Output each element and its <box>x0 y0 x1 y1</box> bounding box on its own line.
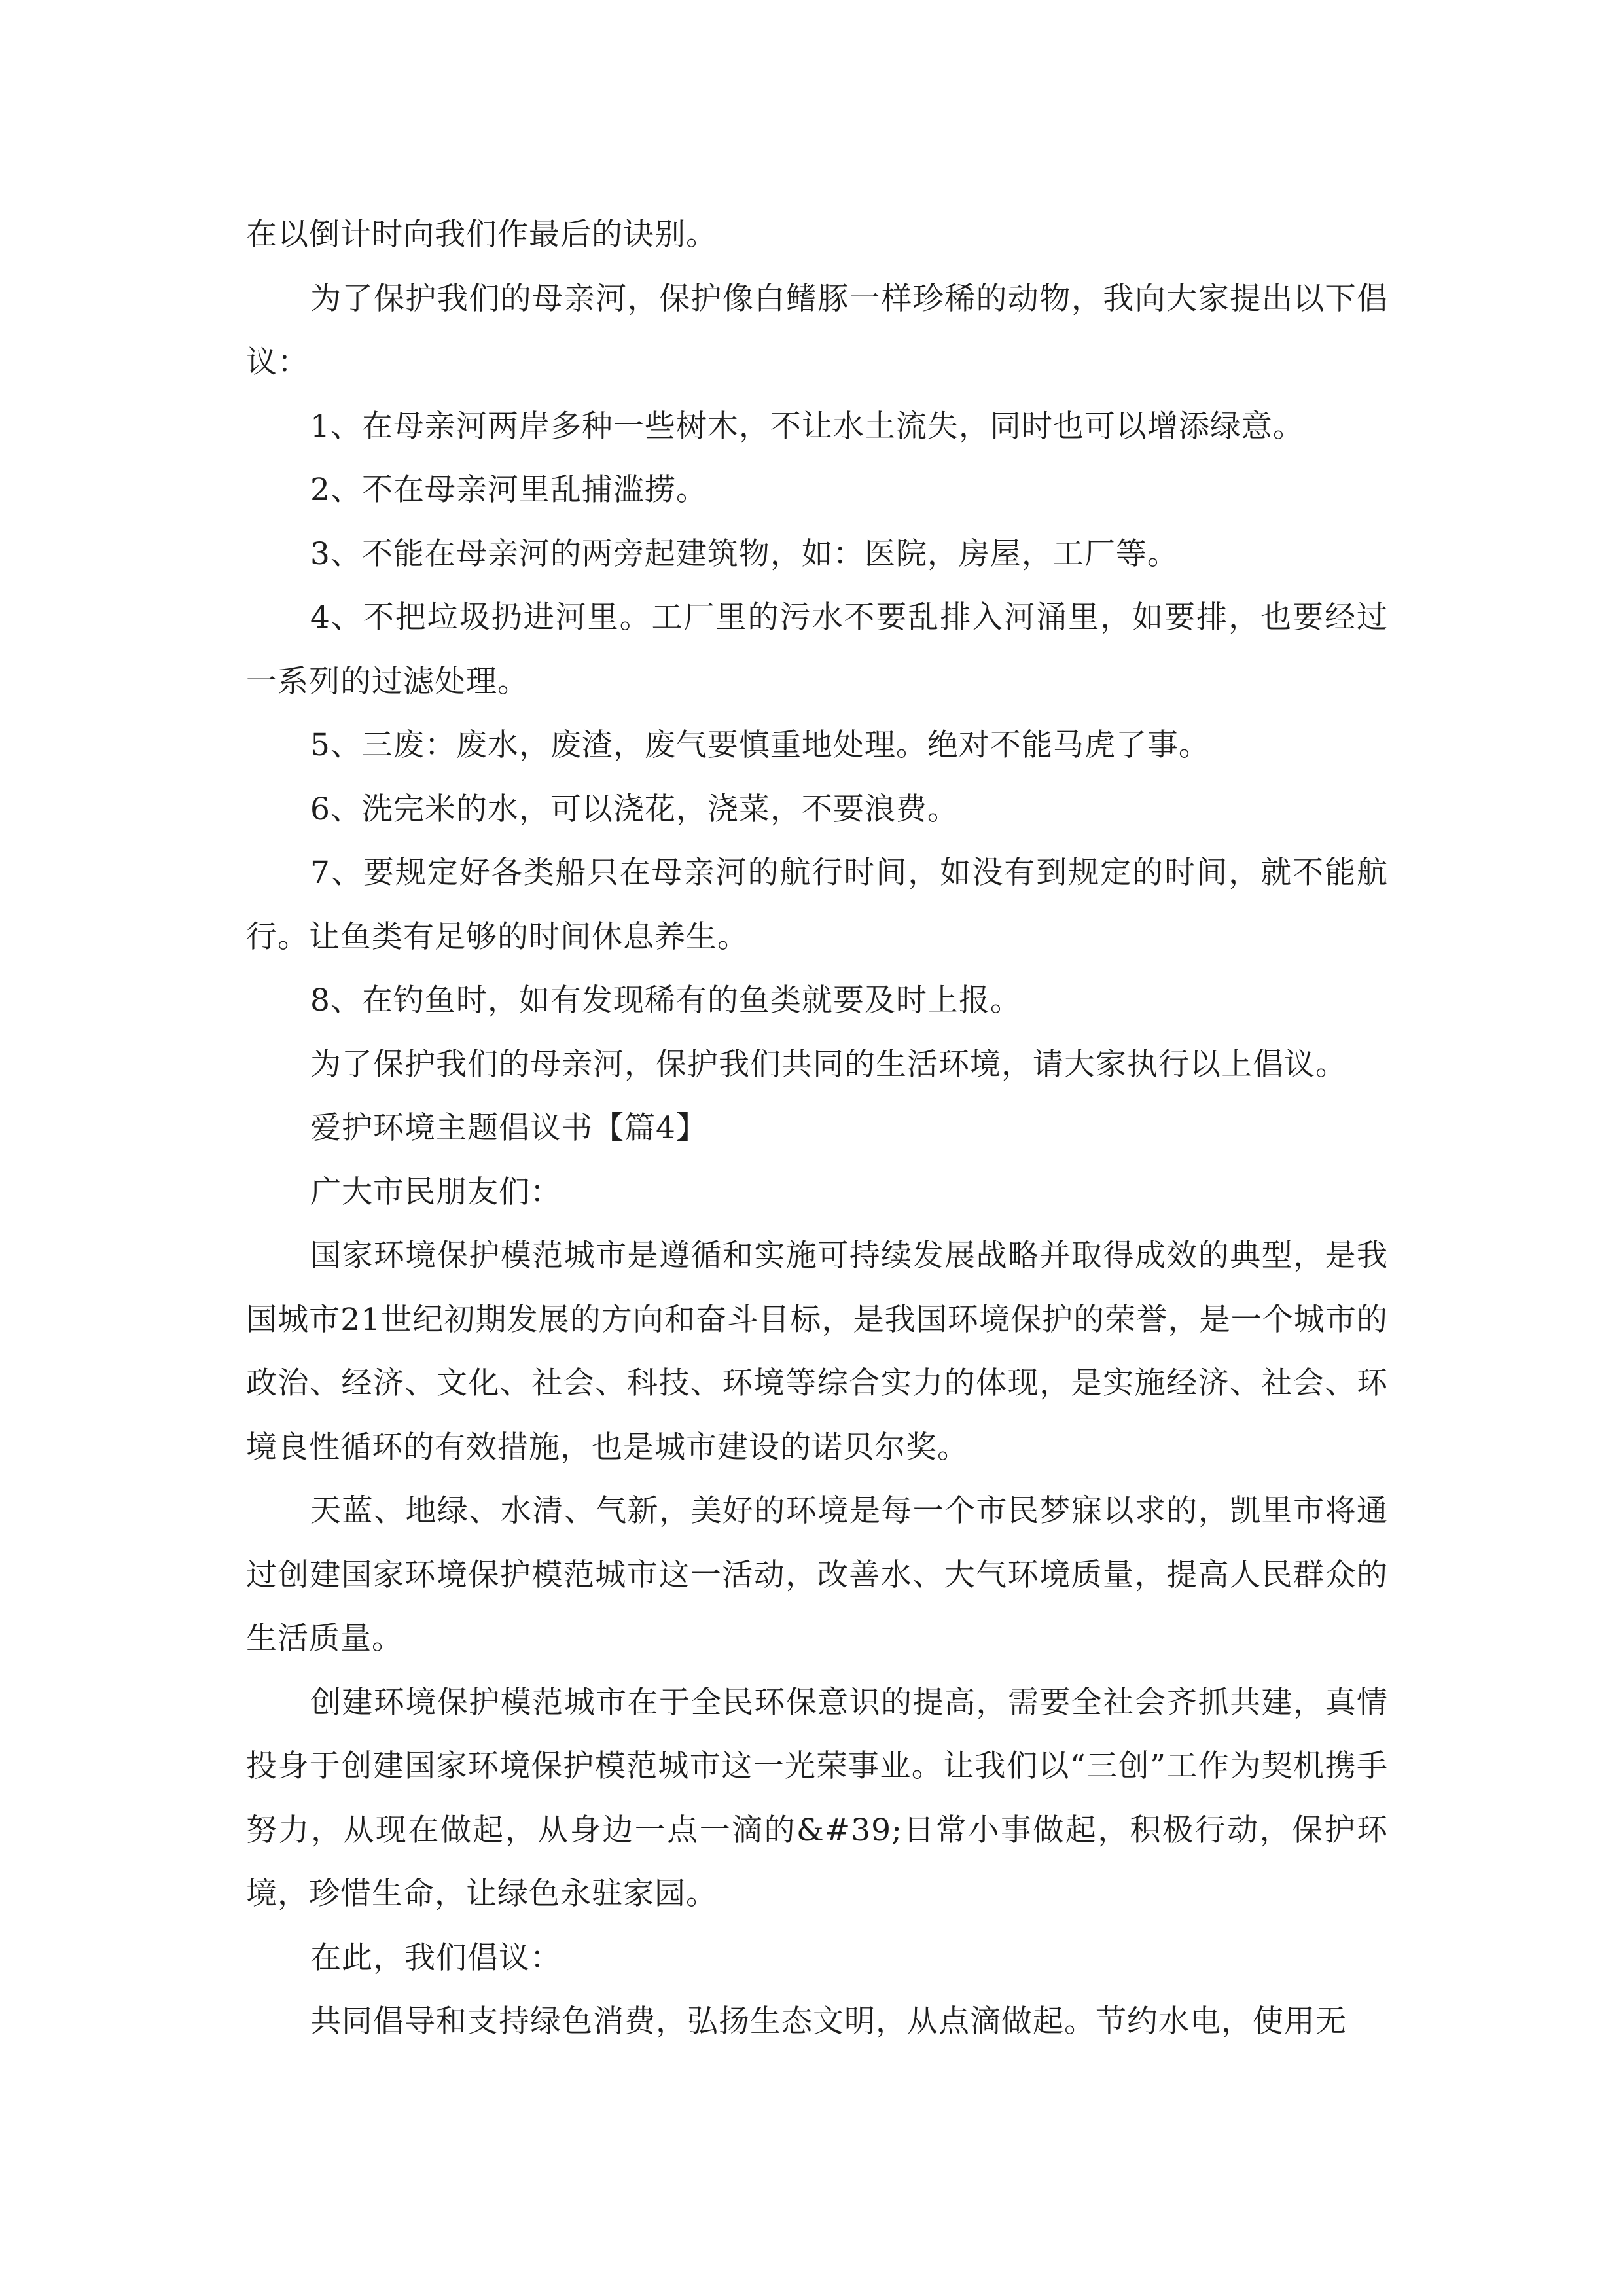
list-item: 7、要规定好各类船只在母亲河的航行时间，如没有到规定的时间，就不能航行。让鱼类有足够的时间休息养生。 <box>246 855 1388 955</box>
list-item: 2、不在母亲河里乱捕滥捞。 <box>310 472 707 508</box>
paragraph: 为了保护我们的母亲河，保护我们共同的生活环境，请大家执行以上倡议。 <box>310 1046 1347 1083</box>
paragraph: 在此，我们倡议： <box>310 1939 562 1976</box>
list-item: 8、在钓鱼时，如有发现稀有的鱼类就要及时上报。 <box>310 982 1022 1018</box>
paragraph: 国家环境保护模范城市是遵循和实施可持续发展战略并取得成效的典型，是我国城市21世纪初期发展的方向和奋斗目标，是我国环境保护的荣誉，是一个城市的政治、经济、文化、社会、科技、环境等综合实力的体现，是实施经济、社会、环境良性循环的有效措施，也是城市建设的诺贝尔奖。 <box>246 1238 1388 1465</box>
salutation: 广大市民朋友们： <box>310 1174 562 1210</box>
list-item: 4、不把垃圾扔进河里。工厂里的污水不要乱排入河涌里，如要排，也要经过一系列的过滤处理。 <box>246 600 1388 700</box>
list-item: 6、洗完米的水，可以浇花，浇菜，不要浪费。 <box>310 791 959 827</box>
list-item: 1、在母亲河两岸多种一些树木，不让水土流失，同时也可以增添绿意。 <box>310 408 1304 444</box>
section-heading: 爱护环境主题倡议书【篇4】 <box>310 1110 707 1146</box>
paragraph: 天蓝、地绿、水清、气新，美好的环境是每一个市民梦寐以求的，凯里市将通过创建国家环境保护模范城市这一活动，改善水、大气环境质量，提高人民群众的生活质量。 <box>246 1493 1388 1657</box>
paragraph: 共同倡导和支持绿色消费，弘扬生态文明，从点滴做起。节约水电，使用无 <box>310 2003 1347 2039</box>
paragraph: 在以倒计时向我们作最后的诀别。 <box>246 217 717 253</box>
document-body <box>246 203 1388 2054</box>
paragraph: 创建环境保护模范城市在于全民环保意识的提高，需要全社会齐抓共建，真情投身于创建国家环境保护模范城市这一光荣事业。让我们以“三创”工作为契机携手努力，从现在做起，从身边一点一滴的&#39;日常小事做起，积极行动，保护环境，珍惜生命，让绿色永驻家园。 <box>246 1684 1388 1912</box>
list-item: 3、不能在母亲河的两旁起建筑物，如：医院，房屋，工厂等。 <box>310 535 1179 572</box>
list-item: 5、三废：废水，废渣，废气要慎重地处理。绝对不能马虎了事。 <box>310 727 1210 763</box>
paragraph: 为了保护我们的母亲河，保护像白鳍豚一样珍稀的动物，我向大家提出以下倡议： <box>246 280 1388 380</box>
